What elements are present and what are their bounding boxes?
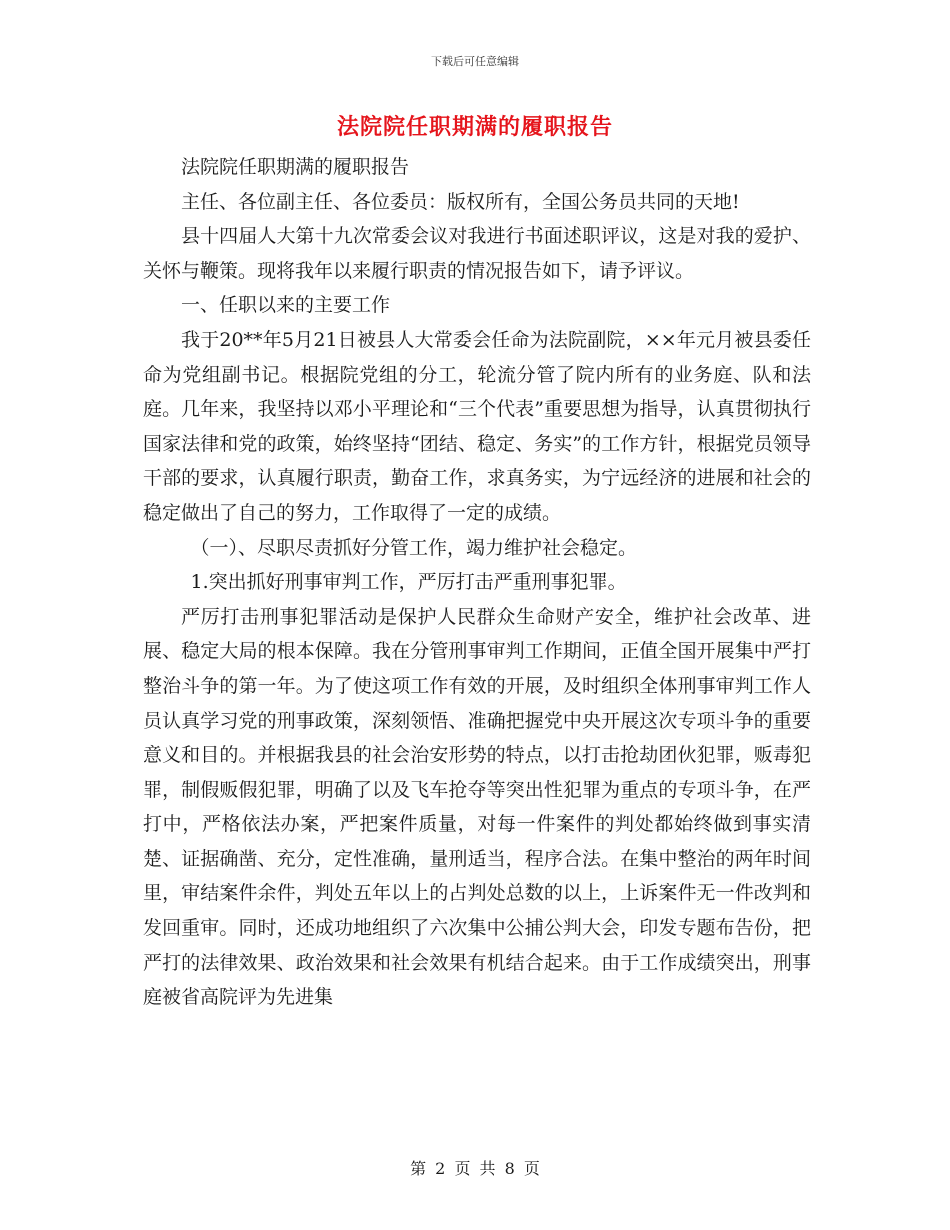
document-body <box>143 150 811 1015</box>
paragraph-subtitle: 法院院任职期满的履职报告 <box>181 156 410 178</box>
subsection-item-heading: 1.突出抓好刑事审判工作，严厉打击严重刑事犯罪。 <box>190 571 627 594</box>
paragraph-criminal-trial: 严厉打击刑事犯罪活动是保护人民群众生命财产安全，维护社会改革、进展、稳定大局的根本保障。我在分管刑事审判工作期间，正值全国开展集中严打整治斗争的第一年。为了使这项工作有效的开展，及时组织全体刑事审判工作人员认真学习党的刑事政策，深刻领悟、准确把握党中央开展这次专项斗争的重要意义和目的。并根据我县的社会治安形势的特点，以打击抢劫团伙犯罪，贩毒犯罪，制假贩假犯罪，明确了以及飞车抢夺等突出性犯罪为重点的专项斗争，在严打中，严格依法办案，严把案件质量，对每一件案件的判处都始终做到事实清楚、证据确凿、充分，定性准确，量刑适当，程序合法。在集中整治的两年时间里，审结案件余件，判处五年以上的占判处总数的以上，上诉案件无一件改判和发回重审。同时，还成功地组织了六次集中公捕公判大会，印发专题布告份，把严打的法律效果、政治效果和社会效果有机结合起来。由于工作成绩突出，刑事庭被省高院评为先进集 <box>143 605 811 1009</box>
page-number: 第 2 页 共 8 页 <box>410 1159 540 1178</box>
paragraph-career: 我于20**年5月21日被县人大常委会任命为法院副院，××年元月被县委任命为党组副书记。根据院党组的分工，轮流分管了院内所有的业务庭、队和法庭。几年来，我坚持以邓小平理论和“三个代表”重要思想为指导，认真贯彻执行国家法律和党的政策，始终坚持“团结、稳定、务实”的工作方针，根据党员领导干部的要求，认真履行职责，勤奋工作，求真务实，为宁远经济的进展和社会的稳定做出了自己的努力，工作取得了一定的成绩。 <box>143 328 811 524</box>
paragraph-intro: 县十四届人大第十九次常委会议对我进行书面述职评议，这是对我的爱护、关怀与鞭策。现将我年以来履行职责的情况报告如下，请予评议。 <box>143 225 811 282</box>
document-title: 法院院任职期满的履职报告 <box>336 114 613 140</box>
header-note: 下载后可任意编辑 <box>431 55 519 68</box>
subsection-heading: （一）、尽职尽责抓好分管工作，竭力维护社会稳定。 <box>190 536 638 559</box>
section-heading: 一、任职以来的主要工作 <box>181 294 391 317</box>
paragraph-salutation: 主任、各位副主任、各位委员：版权所有，全国公务员共同的天地! <box>181 190 740 213</box>
